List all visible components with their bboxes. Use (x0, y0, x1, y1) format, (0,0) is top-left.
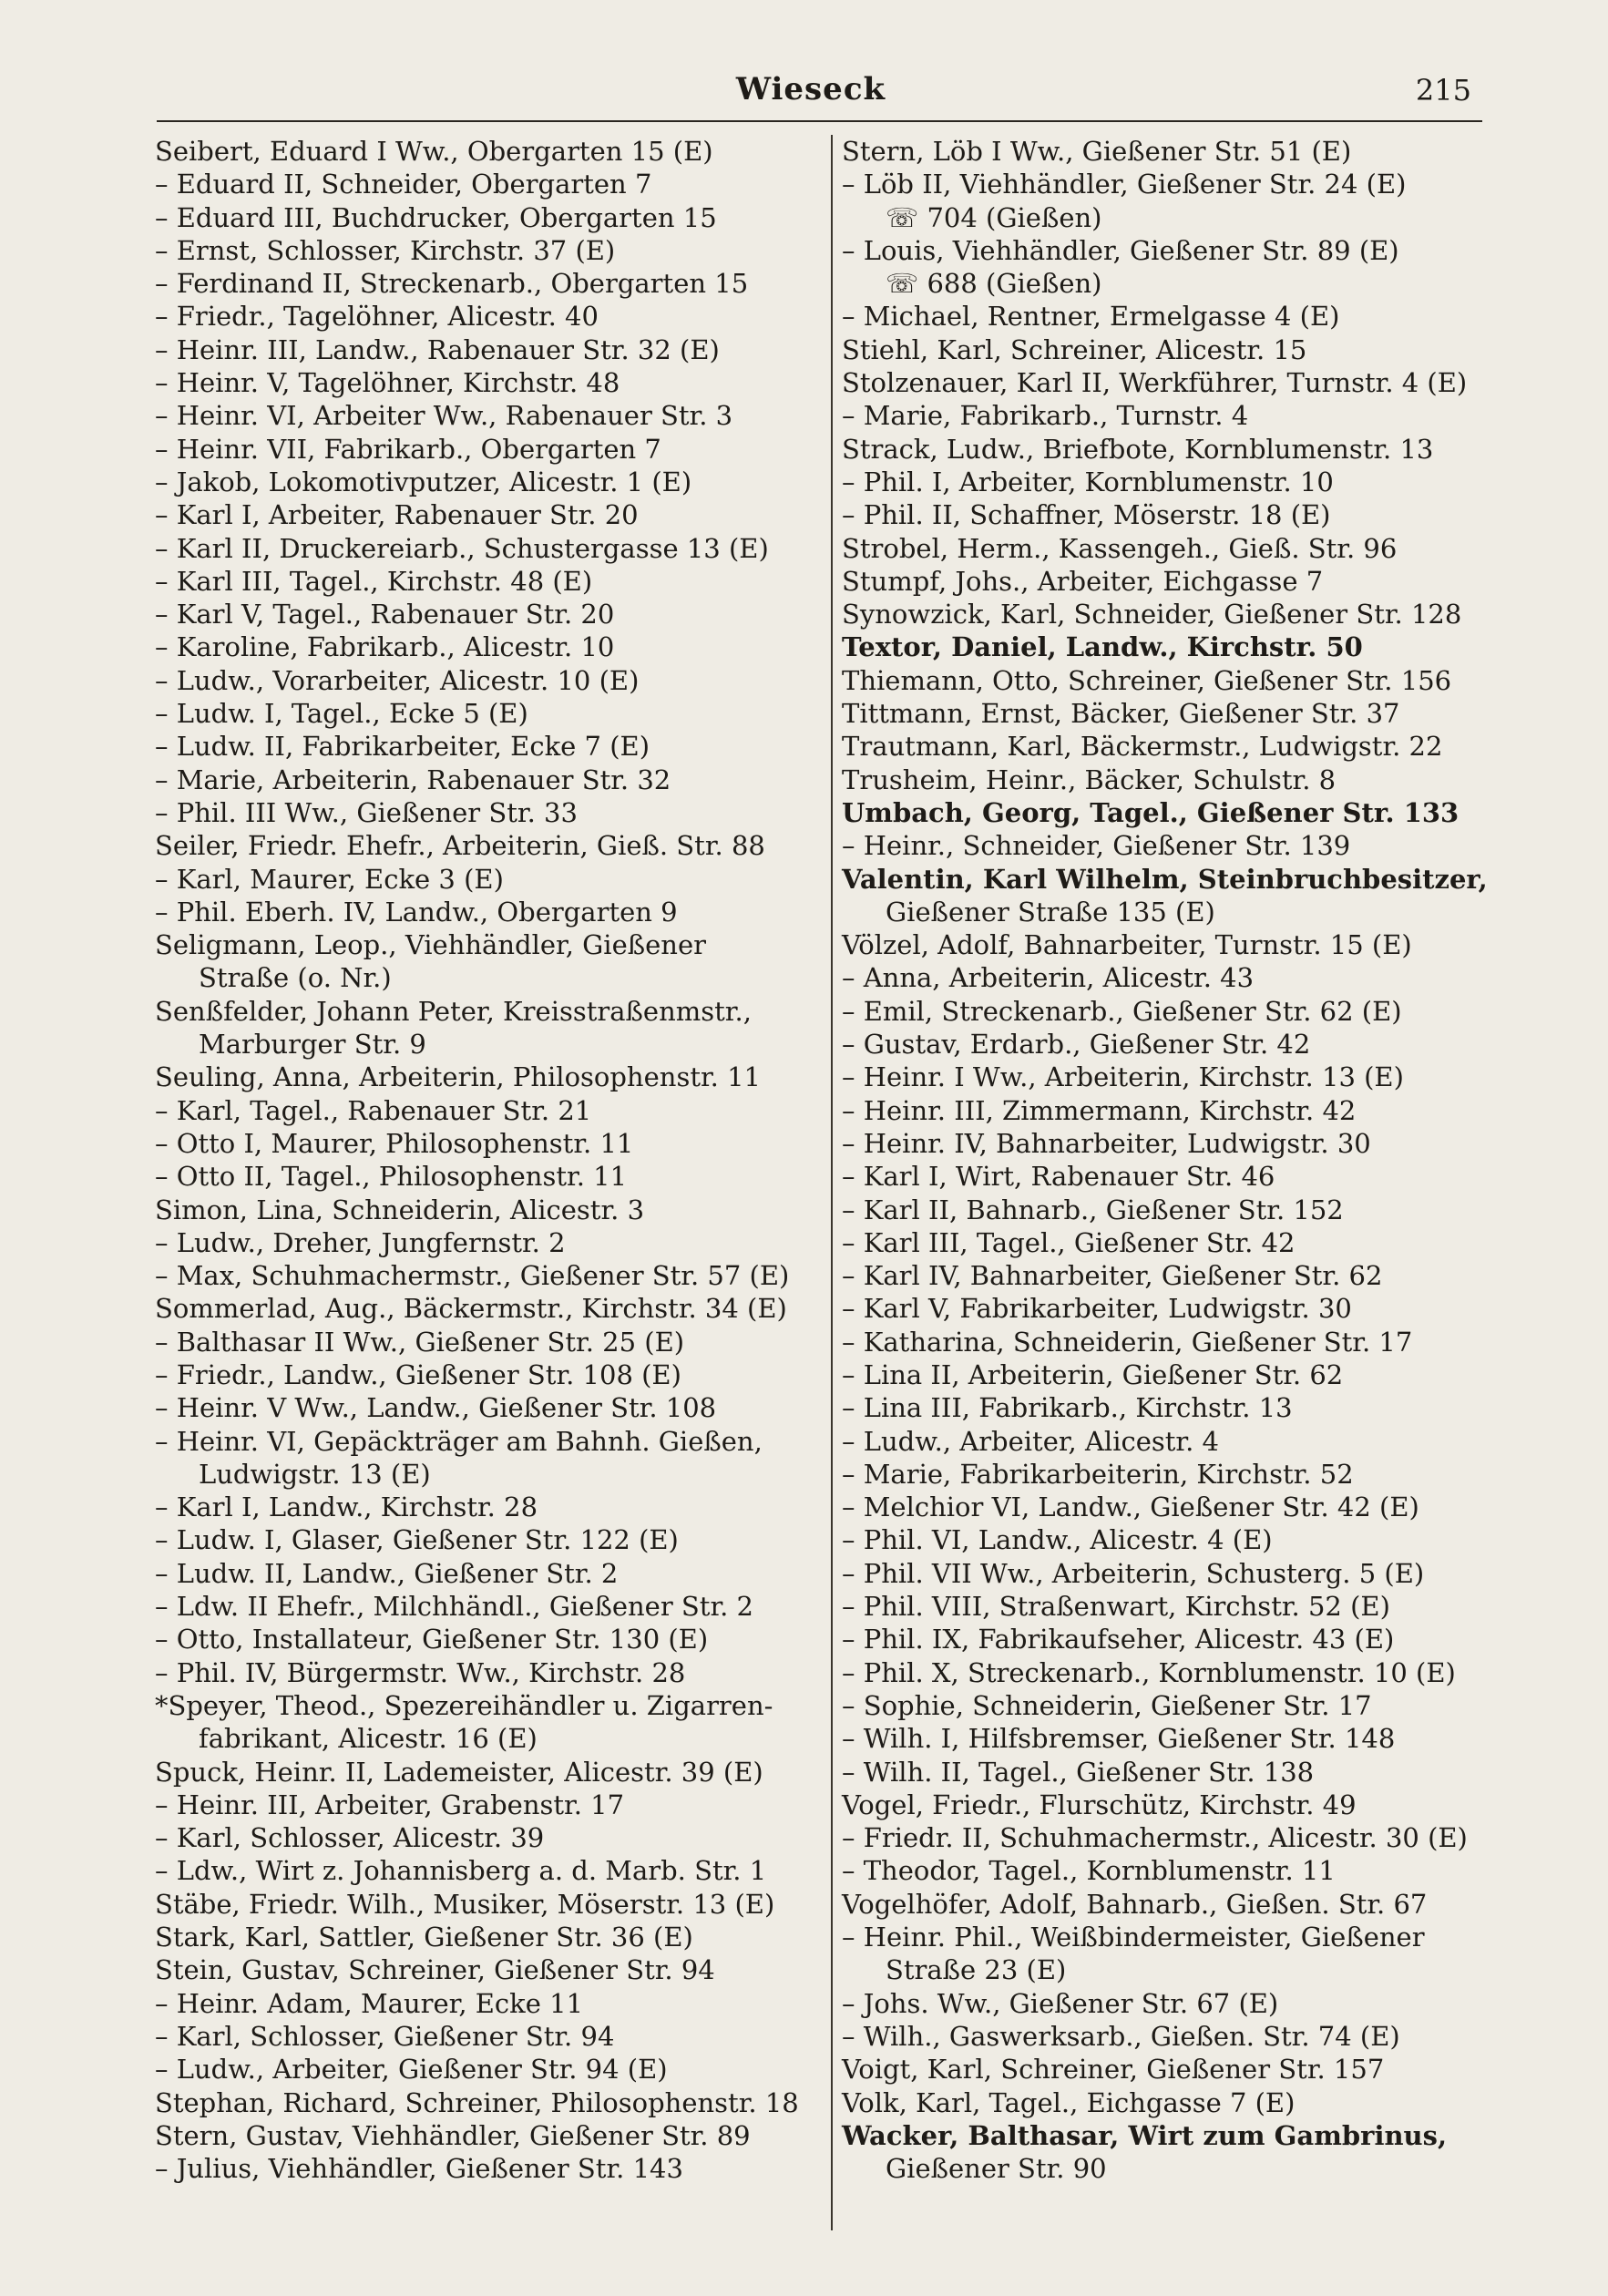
directory-entry: – Ludw. II, Fabrikarbeiter, Ecke 7 (E) (155, 731, 650, 763)
directory-entry-continuation: ☏ 704 (Gießen) (886, 201, 1102, 233)
directory-entry: – Wilh. II, Tagel., Gießener Str. 138 (842, 1756, 1315, 1788)
directory-entry-continuation: Straße (o. Nr.) (199, 962, 392, 994)
directory-entry: Senßfelder, Johann Peter, Kreisstraßenmstr., (155, 995, 752, 1027)
directory-entry: – Karl, Schlosser, Gießener Str. 94 (155, 2020, 615, 2052)
right-column (831, 135, 1521, 2230)
directory-entry-continuation: ☏ 688 (Gießen) (886, 268, 1102, 300)
directory-entry: Stephan, Richard, Schreiner, Philosophenstr. 18 (155, 2086, 799, 2118)
directory-entry: Völzel, Adolf, Bahnarbeiter, Turnstr. 15 (E) (842, 929, 1412, 961)
directory-entry: – Ferdinand II, Streckenarb., Obergarten 15 (155, 268, 749, 300)
directory-entry: – Eduard III, Buchdrucker, Obergarten 15 (155, 201, 717, 233)
directory-entry: – Heinr. VII, Fabrikarb., Obergarten 7 (155, 433, 661, 465)
directory-entry: Seibert, Eduard I Ww., Obergarten 15 (E) (155, 136, 713, 167)
directory-entry: – Phil. VI, Landw., Alicestr. 4 (E) (842, 1524, 1273, 1556)
directory-entry: – Heinr. III, Arbeiter, Grabenstr. 17 (155, 1789, 625, 1820)
directory-entry: Seuling, Anna, Arbeiterin, Philosophenstr. 11 (155, 1061, 762, 1093)
directory-entry: – Karl I, Arbeiter, Rabenauer Str. 20 (155, 499, 639, 531)
directory-entry: – Theodor, Tagel., Kornblumenstr. 11 (842, 1855, 1336, 1887)
directory-entry: Stark, Karl, Sattler, Gießener Str. 36 (E) (155, 1922, 693, 1953)
directory-entry: – Ludw. I, Tagel., Ecke 5 (E) (155, 698, 528, 730)
directory-entry: *Speyer, Theod., Spezereihändler u. Zigarren- (155, 1689, 773, 1721)
directory-entry: – Phil. I, Arbeiter, Kornblumenstr. 10 (842, 466, 1334, 497)
directory-entry: Stern, Löb I Ww., Gießener Str. 51 (E) (842, 136, 1352, 167)
directory-entry: – Emil, Streckenarb., Gießener Str. 62 (E) (842, 995, 1402, 1027)
directory-entry: Textor, Daniel, Landw., Kirchstr. 50 (842, 631, 1363, 663)
directory-entry: – Heinr. V Ww., Landw., Gießener Str. 108 (155, 1392, 717, 1424)
header-rule (157, 120, 1482, 122)
directory-entry: – Marie, Fabrikarbeiterin, Kirchstr. 52 (842, 1458, 1354, 1490)
directory-entry: – Löb II, Viehhändler, Gießener Str. 24 (E) (842, 169, 1407, 200)
directory-entry: – Sophie, Schneiderin, Gießener Str. 17 (842, 1689, 1372, 1721)
directory-entry: – Heinr. VI, Arbeiter Ww., Rabenauer Str. 3 (155, 400, 733, 432)
directory-entry-continuation: Marburger Str. 9 (199, 1029, 426, 1061)
left-column (155, 135, 834, 2230)
directory-entry: Strack, Ludw., Briefbote, Kornblumenstr. 13 (842, 433, 1434, 465)
directory-entry: Stern, Gustav, Viehhändler, Gießener Str. 89 (155, 2119, 751, 2151)
directory-entry: – Wilh. I, Hilfsbremser, Gießener Str. 148 (842, 1723, 1396, 1755)
directory-entry: – Katharina, Schneiderin, Gießener Str. 17 (842, 1326, 1413, 1358)
directory-entry: – Ludw., Arbeiter, Gießener Str. 94 (E) (155, 2054, 668, 2086)
directory-entry: – Johs. Ww., Gießener Str. 67 (E) (842, 1987, 1279, 2019)
directory-entry: Simon, Lina, Schneiderin, Alicestr. 3 (155, 1194, 645, 1225)
directory-entry: – Louis, Viehhändler, Gießener Str. 89 (E) (842, 234, 1399, 266)
directory-entry: Seligmann, Leop., Viehhändler, Gießener (155, 929, 706, 961)
page-title: Wieseck (735, 71, 886, 108)
directory-entry: Vogel, Friedr., Flurschütz, Kirchstr. 49 (842, 1789, 1357, 1820)
directory-entry: – Karl III, Tagel., Gießener Str. 42 (842, 1226, 1296, 1258)
directory-entry: – Karl, Tagel., Rabenauer Str. 21 (155, 1094, 592, 1126)
directory-entry: – Otto, Installateur, Gießener Str. 130 (E) (155, 1624, 709, 1655)
directory-entry: – Karl, Schlosser, Alicestr. 39 (155, 1822, 545, 1854)
directory-entry: Stein, Gustav, Schreiner, Gießener Str. 94 (155, 1954, 715, 1986)
directory-entry: Trautmann, Karl, Bäckermstr., Ludwigstr. 22 (842, 731, 1443, 763)
directory-entry: – Michael, Rentner, Ermelgasse 4 (E) (842, 301, 1340, 333)
directory-entry: – Karl V, Tagel., Rabenauer Str. 20 (155, 599, 615, 630)
directory-entry: – Jakob, Lokomotivputzer, Alicestr. 1 (E) (155, 466, 692, 497)
directory-entry-continuation: Straße 23 (E) (886, 1954, 1067, 1986)
directory-entry: – Gustav, Erdarb., Gießener Str. 42 (842, 1029, 1311, 1061)
directory-entry: – Heinr. Adam, Maurer, Ecke 11 (155, 1987, 584, 2019)
directory-entry-continuation: Gießener Straße 135 (E) (886, 896, 1215, 928)
page-number: 215 (1415, 73, 1471, 108)
directory-entry: – Karoline, Fabrikarb., Alicestr. 10 (155, 631, 615, 663)
directory-entry: – Eduard II, Schneider, Obergarten 7 (155, 169, 652, 200)
directory-entry-continuation: fabrikant, Alicestr. 16 (E) (199, 1723, 538, 1755)
directory-entry: – Heinr. IV, Bahnarbeiter, Ludwigstr. 30 (842, 1127, 1371, 1159)
directory-entry: – Wilh., Gaswerksarb., Gießen. Str. 74 (E) (842, 2020, 1400, 2052)
directory-entry: – Phil. IX, Fabrikaufseher, Alicestr. 43 (E) (842, 1624, 1395, 1655)
directory-entry: – Karl, Maurer, Ecke 3 (E) (155, 863, 504, 895)
directory-entry: – Melchior VI, Landw., Gießener Str. 42 (E) (842, 1491, 1419, 1523)
directory-entry: – Heinr. V, Tagelöhner, Kirchstr. 48 (155, 367, 620, 399)
directory-entry: Trusheim, Heinr., Bäcker, Schulstr. 8 (842, 764, 1337, 795)
directory-entry: – Julius, Viehhändler, Gießener Str. 143 (155, 2153, 683, 2185)
directory-entry: – Phil. II, Schaffner, Möserstr. 18 (E) (842, 499, 1331, 531)
directory-entry: – Phil. Eberh. IV, Landw., Obergarten 9 (155, 896, 678, 928)
directory-entry: – Otto II, Tagel., Philosophenstr. 11 (155, 1161, 628, 1193)
directory-entry: – Anna, Arbeiterin, Alicestr. 43 (842, 962, 1255, 994)
directory-entry: – Karl II, Bahnarb., Gießener Str. 152 (842, 1194, 1344, 1225)
directory-entry: – Karl III, Tagel., Kirchstr. 48 (E) (155, 565, 593, 597)
directory-entry: Seiler, Friedr. Ehefr., Arbeiterin, Gieß. Str. 88 (155, 830, 765, 862)
directory-entry: – Friedr. II, Schuhmachermstr., Alicestr. 30 (E) (842, 1822, 1468, 1854)
directory-entry: – Heinr., Schneider, Gießener Str. 139 (842, 830, 1351, 862)
directory-entry: Stiehl, Karl, Schreiner, Alicestr. 15 (842, 333, 1307, 365)
directory-entry: – Lina III, Fabrikarb., Kirchstr. 13 (842, 1392, 1293, 1424)
directory-entry: – Karl I, Wirt, Rabenauer Str. 46 (842, 1161, 1275, 1193)
directory-entry: – Heinr. Phil., Weißbindermeister, Gießener (842, 1922, 1425, 1953)
directory-entry-continuation: Ludwigstr. 13 (E) (199, 1458, 431, 1490)
running-head (0, 71, 1608, 126)
directory-entry: – Balthasar II Ww., Gießener Str. 25 (E) (155, 1326, 685, 1358)
directory-entry: – Heinr. III, Landw., Rabenauer Str. 32 (E) (155, 333, 720, 365)
directory-entry: – Phil. VIII, Straßenwart, Kirchstr. 52 (E) (842, 1591, 1390, 1623)
directory-entry: – Friedr., Landw., Gießener Str. 108 (E) (155, 1358, 681, 1390)
directory-entry: Thiemann, Otto, Schreiner, Gießener Str. 156 (842, 664, 1452, 696)
directory-entry: – Friedr., Tagelöhner, Alicestr. 40 (155, 301, 599, 333)
directory-entry: – Ludw. II, Landw., Gießener Str. 2 (155, 1557, 619, 1589)
directory-entry: – Phil. VII Ww., Arbeiterin, Schusterg. 5 (E) (842, 1557, 1425, 1589)
directory-entry: – Phil. IV, Bürgermstr. Ww., Kirchstr. 28 (155, 1656, 686, 1688)
directory-entry: Synowzick, Karl, Schneider, Gießener Str. 128 (842, 599, 1462, 630)
directory-entry: – Karl IV, Bahnarbeiter, Gießener Str. 62 (842, 1260, 1383, 1292)
directory-entry: – Phil. III Ww., Gießener Str. 33 (155, 796, 578, 828)
directory-entry: – Ldw., Wirt z. Johannisberg a. d. Marb. Str. 1 (155, 1855, 767, 1887)
directory-entry: Stäbe, Friedr. Wilh., Musiker, Möserstr. 13 (E) (155, 1888, 775, 1920)
directory-entry: – Lina II, Arbeiterin, Gießener Str. 62 (842, 1358, 1344, 1390)
directory-entry: Tittmann, Ernst, Bäcker, Gießener Str. 37 (842, 698, 1400, 730)
directory-entry: – Ernst, Schlosser, Kirchstr. 37 (E) (155, 234, 616, 266)
directory-entry: – Heinr. III, Zimmermann, Kirchstr. 42 (842, 1094, 1357, 1126)
directory-entry: Stolzenauer, Karl II, Werkführer, Turnstr. 4 (E) (842, 367, 1468, 399)
directory-entry: – Phil. X, Streckenarb., Kornblumenstr. 10 (E) (842, 1656, 1456, 1688)
directory-entry: Valentin, Karl Wilhelm, Steinbruchbesitzer, (842, 863, 1488, 895)
directory-entry: Spuck, Heinr. II, Lademeister, Alicestr. 39 (E) (155, 1756, 763, 1788)
directory-entry: Sommerlad, Aug., Bäckermstr., Kirchstr. 34 (E) (155, 1293, 787, 1325)
directory-entry: – Heinr. I Ww., Arbeiterin, Kirchstr. 13 (E) (842, 1061, 1404, 1093)
directory-entry: Strobel, Herm., Kassengeh., Gieß. Str. 96 (842, 532, 1398, 564)
directory-entry: Wacker, Balthasar, Wirt zum Gambrinus, (842, 2119, 1448, 2151)
directory-entry: Stumpf, Johs., Arbeiter, Eichgasse 7 (842, 565, 1324, 597)
directory-entry: – Otto I, Maurer, Philosophenstr. 11 (155, 1127, 634, 1159)
directory-entry: Volk, Karl, Tagel., Eichgasse 7 (E) (842, 2086, 1296, 2118)
directory-entry: – Marie, Fabrikarb., Turnstr. 4 (842, 400, 1249, 432)
directory-entry: – Max, Schuhmachermstr., Gießener Str. 57 (E) (155, 1260, 790, 1292)
directory-entry: – Karl V, Fabrikarbeiter, Ludwigstr. 30 (842, 1293, 1352, 1325)
directory-entry: Vogelhöfer, Adolf, Bahnarb., Gießen. Str. 67 (842, 1888, 1428, 1920)
directory-entry: – Marie, Arbeiterin, Rabenauer Str. 32 (155, 764, 671, 795)
directory-entry: – Ludw. I, Glaser, Gießener Str. 122 (E) (155, 1524, 679, 1556)
directory-entry: Voigt, Karl, Schreiner, Gießener Str. 157 (842, 2054, 1385, 2086)
directory-entry: – Karl II, Druckereiarb., Schustergasse 13 (E) (155, 532, 769, 564)
directory-entry-continuation: Gießener Str. 90 (886, 2153, 1107, 2185)
directory-entry: – Ludw., Dreher, Jungfernstr. 2 (155, 1226, 566, 1258)
directory-entry: – Ldw. II Ehefr., Milchhändl., Gießener Str. 2 (155, 1591, 754, 1623)
directory-entry: Umbach, Georg, Tagel., Gießener Str. 133 (842, 796, 1459, 828)
directory-entry: – Heinr. VI, Gepäckträger am Bahnh. Gießen, (155, 1425, 763, 1457)
directory-entry: – Ludw., Vorarbeiter, Alicestr. 10 (E) (155, 664, 640, 696)
directory-entry: – Karl I, Landw., Kirchstr. 28 (155, 1491, 538, 1523)
directory-entry: – Ludw., Arbeiter, Alicestr. 4 (842, 1425, 1219, 1457)
